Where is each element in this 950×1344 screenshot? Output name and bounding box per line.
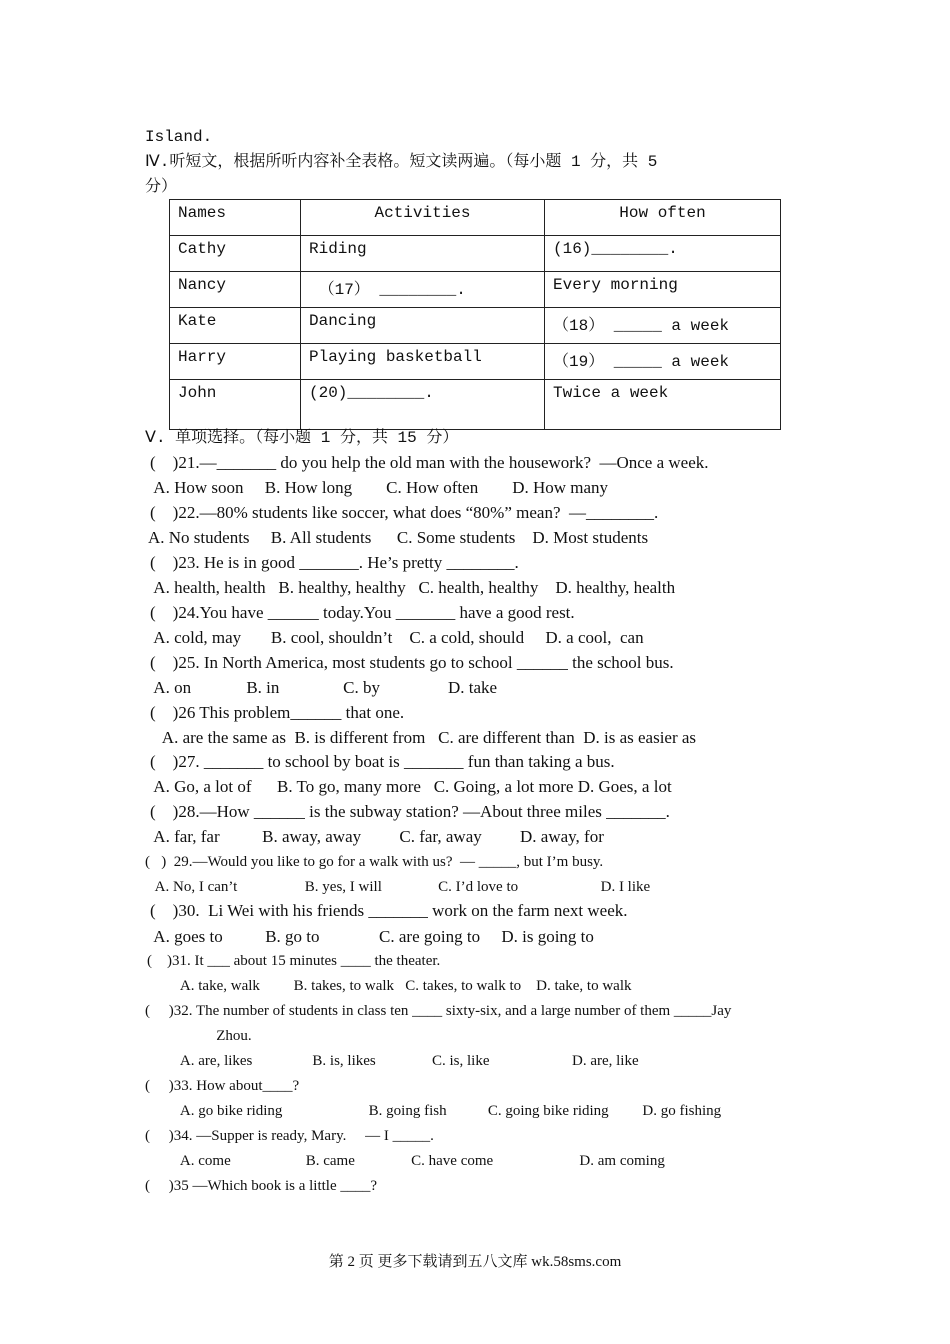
question-line: ( )21.—_______ do you help the old man with the housework? —Once a week. [150, 453, 709, 472]
question-line: ( )23. He is in good _______. He’s pretty ________. [150, 553, 519, 572]
options-line: A. No students B. All students C. Some students D. Most students [148, 528, 649, 547]
cell-name: Cathy [170, 236, 301, 272]
cell-name: Harry [170, 344, 301, 380]
continued-text: Island. [145, 128, 213, 146]
options-line: A. goes to B. go to C. are going to D. is going to [150, 927, 594, 946]
options-line: A. Go, a lot of B. To go, many more C. Going, a lot more D. Goes, a lot [150, 777, 672, 796]
question-line: ( )22.—80% students like soccer, what does “80%” mean? —________. [150, 503, 659, 522]
question-line: ( )30. Li Wei with his friends _______ work on the farm next week. [150, 901, 628, 920]
question-line: ( )35 —Which book is a little ____? [145, 1178, 378, 1194]
cell-activity: （17） ________. [301, 272, 545, 308]
options-line: A. go bike riding B. going fish C. going bike riding D. go fishing [147, 1103, 722, 1119]
question-line: ( )33. How about____? [145, 1078, 300, 1094]
question-line-cont: Zhou. [145, 1028, 252, 1044]
header-names: Names [170, 200, 301, 236]
table-row [170, 236, 781, 272]
question-line: ( )31. It ___ about 15 minutes ____ the theater. [147, 953, 441, 969]
question-line: ( ) 29.—Would you like to go for a walk with us? — _____, but I’m busy. [145, 854, 604, 870]
options-line: A. are, likes B. is, likes C. is, like D. are, like [147, 1053, 639, 1069]
question-line: ( )34. —Supper is ready, Mary. — I _____. [145, 1128, 434, 1144]
options-line: A. cold, may B. cool, shouldn’t C. a cold, should D. a cool, can [150, 628, 644, 647]
question-line: ( )32. The number of students in class ten ____ sixty-six, and a large number of them _____Jay [145, 1003, 732, 1019]
options-line: A. are the same as B. is different from C. are different than D. is as easier as [150, 728, 697, 747]
options-line: A. health, health B. healthy, healthy C. health, healthy D. healthy, health [150, 578, 676, 597]
cell-frequency: (16)________. [545, 236, 781, 272]
header-how-often: How often [545, 200, 781, 236]
options-line: A. take, walk B. takes, to walk C. takes, to walk to D. take, to walk [147, 978, 632, 994]
section4-heading-cont: 分） [145, 178, 178, 196]
section5-heading: Ⅴ. 单项选择。（每小题 1 分，共 15 分） [145, 429, 459, 447]
header-activities: Activities [301, 200, 545, 236]
options-line: A. on B. in C. by D. take [150, 678, 498, 697]
options-line: A. come B. came C. have come D. am coming [147, 1153, 665, 1169]
cell-activity: (20)________. [301, 380, 545, 430]
cell-activity: Riding [301, 236, 545, 272]
options-line: A. How soon B. How long C. How often D. How many [150, 478, 609, 497]
table-row [170, 380, 781, 430]
cell-frequency: Every morning [545, 272, 781, 308]
cell-frequency: Twice a week [545, 380, 781, 430]
cell-frequency: （18） _____ a week [545, 308, 781, 344]
cell-activity: Playing basketball [301, 344, 545, 380]
question-line: ( )28.—How ______ is the subway station? —About three miles _______. [150, 802, 670, 821]
table-row [170, 272, 781, 308]
cell-name: Nancy [170, 272, 301, 308]
cell-frequency: （19） _____ a week [545, 344, 781, 380]
table-row [170, 344, 781, 380]
table-header-row [170, 200, 781, 236]
question-line: ( )24.You have ______ today.You _______ have a good rest. [150, 603, 575, 622]
cell-name: Kate [170, 308, 301, 344]
question-line: ( )25. In North America, most students go to school ______ the school bus. [150, 653, 674, 672]
question-line: ( )26 This problem______ that one. [150, 703, 405, 722]
table-row [170, 308, 781, 344]
options-line: A. far, far B. away, away C. far, away D. away, for [150, 827, 604, 846]
cell-activity: Dancing [301, 308, 545, 344]
cell-name: John [170, 380, 301, 430]
question-line: ( )27. _______ to school by boat is _______ fun than taking a bus. [150, 752, 615, 771]
listening-table [169, 199, 781, 430]
options-line: A. No, I can’t B. yes, I will C. I’d love to D. I like [148, 879, 651, 895]
section4-heading: Ⅳ.听短文，根据所听内容补全表格。短文读两遍。（每小题 1 分，共 5 [145, 153, 658, 171]
page-footer: 第 2 页 更多下载请到五八文库 wk.58sms.com [328, 1254, 622, 1270]
